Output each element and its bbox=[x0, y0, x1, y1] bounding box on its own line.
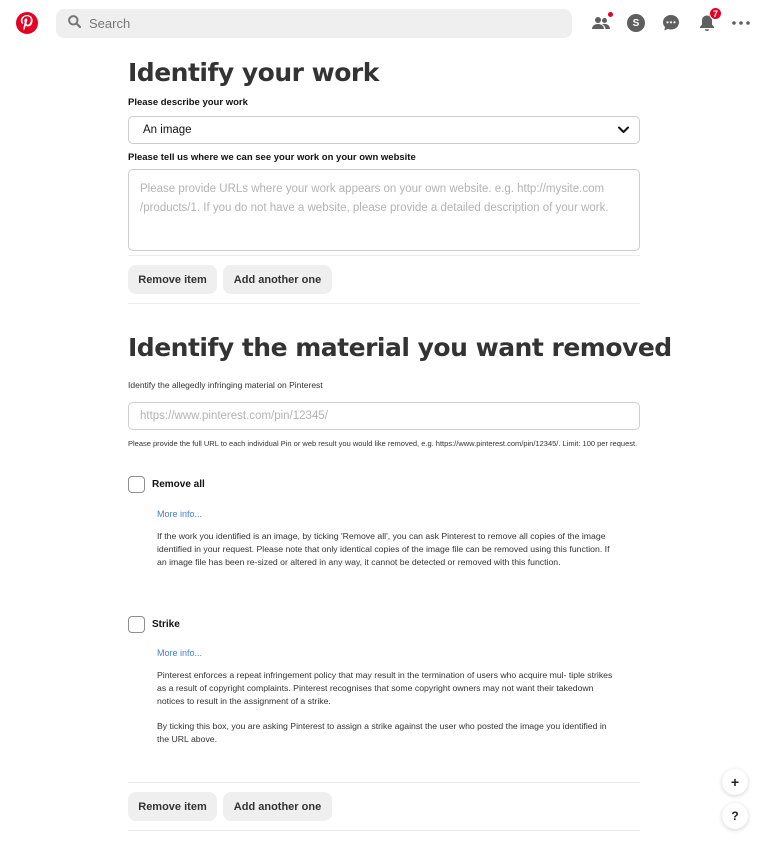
website-urls-textarea[interactable] bbox=[128, 169, 640, 251]
remove-item-button[interactable]: Remove item bbox=[128, 792, 217, 821]
strike-checkbox[interactable] bbox=[128, 616, 145, 633]
avatar: S bbox=[627, 14, 645, 32]
strike-more-info-link[interactable]: More info... bbox=[157, 648, 203, 658]
strike-label: Strike bbox=[152, 619, 180, 630]
messages-icon[interactable] bbox=[660, 12, 682, 34]
remove-all-checkbox[interactable] bbox=[128, 476, 145, 493]
identify-material-title: Identify the material you want removed bbox=[128, 333, 672, 362]
url-hint-text: Please provide the full URL to each individual Pin or web result you would like removed, e.g. https://www.pinterest.com/pin/12345/. Limit: 100 per request. bbox=[128, 439, 638, 448]
remove-all-label: Remove all bbox=[152, 479, 205, 490]
create-plus-button[interactable]: + bbox=[722, 769, 748, 795]
profile-avatar[interactable] bbox=[625, 12, 647, 34]
add-another-button[interactable]: Add another one bbox=[223, 792, 332, 821]
divider bbox=[128, 255, 640, 256]
add-another-button[interactable]: Add another one bbox=[223, 265, 332, 294]
strike-description: Pinterest enforces a repeat infringement policy that may result in the termination of users who acquire mul- tiple strikes as a result of copyright complaints. Pinterest recognises that some copyright owners may not want their takedown notices to result in the assignment of a strike. bbox=[157, 670, 613, 706]
divider bbox=[128, 830, 640, 831]
website-label: Please tell us where we can see your work on your own website bbox=[128, 152, 416, 163]
identify-work-title: Identify your work bbox=[128, 58, 379, 87]
remove-all-description: If the work you identified is an image, by ticking 'Remove all', you can ask Pinterest to remove all copies of the image identified in your request. Please note that only identical copies of the image file can be removed using this function. If an image file has been re-sized or altered in any way, it cannot be detected or removed with this function. bbox=[157, 531, 610, 567]
search-icon bbox=[68, 15, 81, 33]
strike-consent-text: By ticking this box, you are asking Pinterest to assign a strike against the user who posted the image you identified in the URL above. bbox=[157, 721, 607, 744]
search-bar[interactable] bbox=[56, 9, 572, 38]
divider bbox=[128, 782, 640, 783]
search-input[interactable] bbox=[89, 16, 529, 31]
following-people-icon[interactable] bbox=[590, 12, 612, 34]
remove-all-more-info-link[interactable]: More info... bbox=[157, 509, 203, 519]
remove-item-button[interactable]: Remove item bbox=[128, 265, 217, 294]
following-new-dot bbox=[608, 12, 613, 17]
chevron-down-icon bbox=[618, 125, 629, 137]
top-nav-bar bbox=[0, 0, 768, 48]
material-label: Identify the allegedly infringing material on Pinterest bbox=[128, 380, 323, 390]
pin-url-input[interactable] bbox=[128, 402, 640, 430]
more-options-icon[interactable] bbox=[730, 12, 752, 34]
describe-work-label: Please describe your work bbox=[128, 97, 248, 108]
work-type-selected-value: An image bbox=[143, 124, 192, 136]
work-type-select[interactable] bbox=[128, 116, 640, 144]
pinterest-logo-icon[interactable] bbox=[16, 12, 38, 34]
notification-count-badge: 7 bbox=[709, 7, 722, 20]
divider bbox=[128, 303, 640, 304]
help-button[interactable]: ? bbox=[722, 803, 748, 829]
